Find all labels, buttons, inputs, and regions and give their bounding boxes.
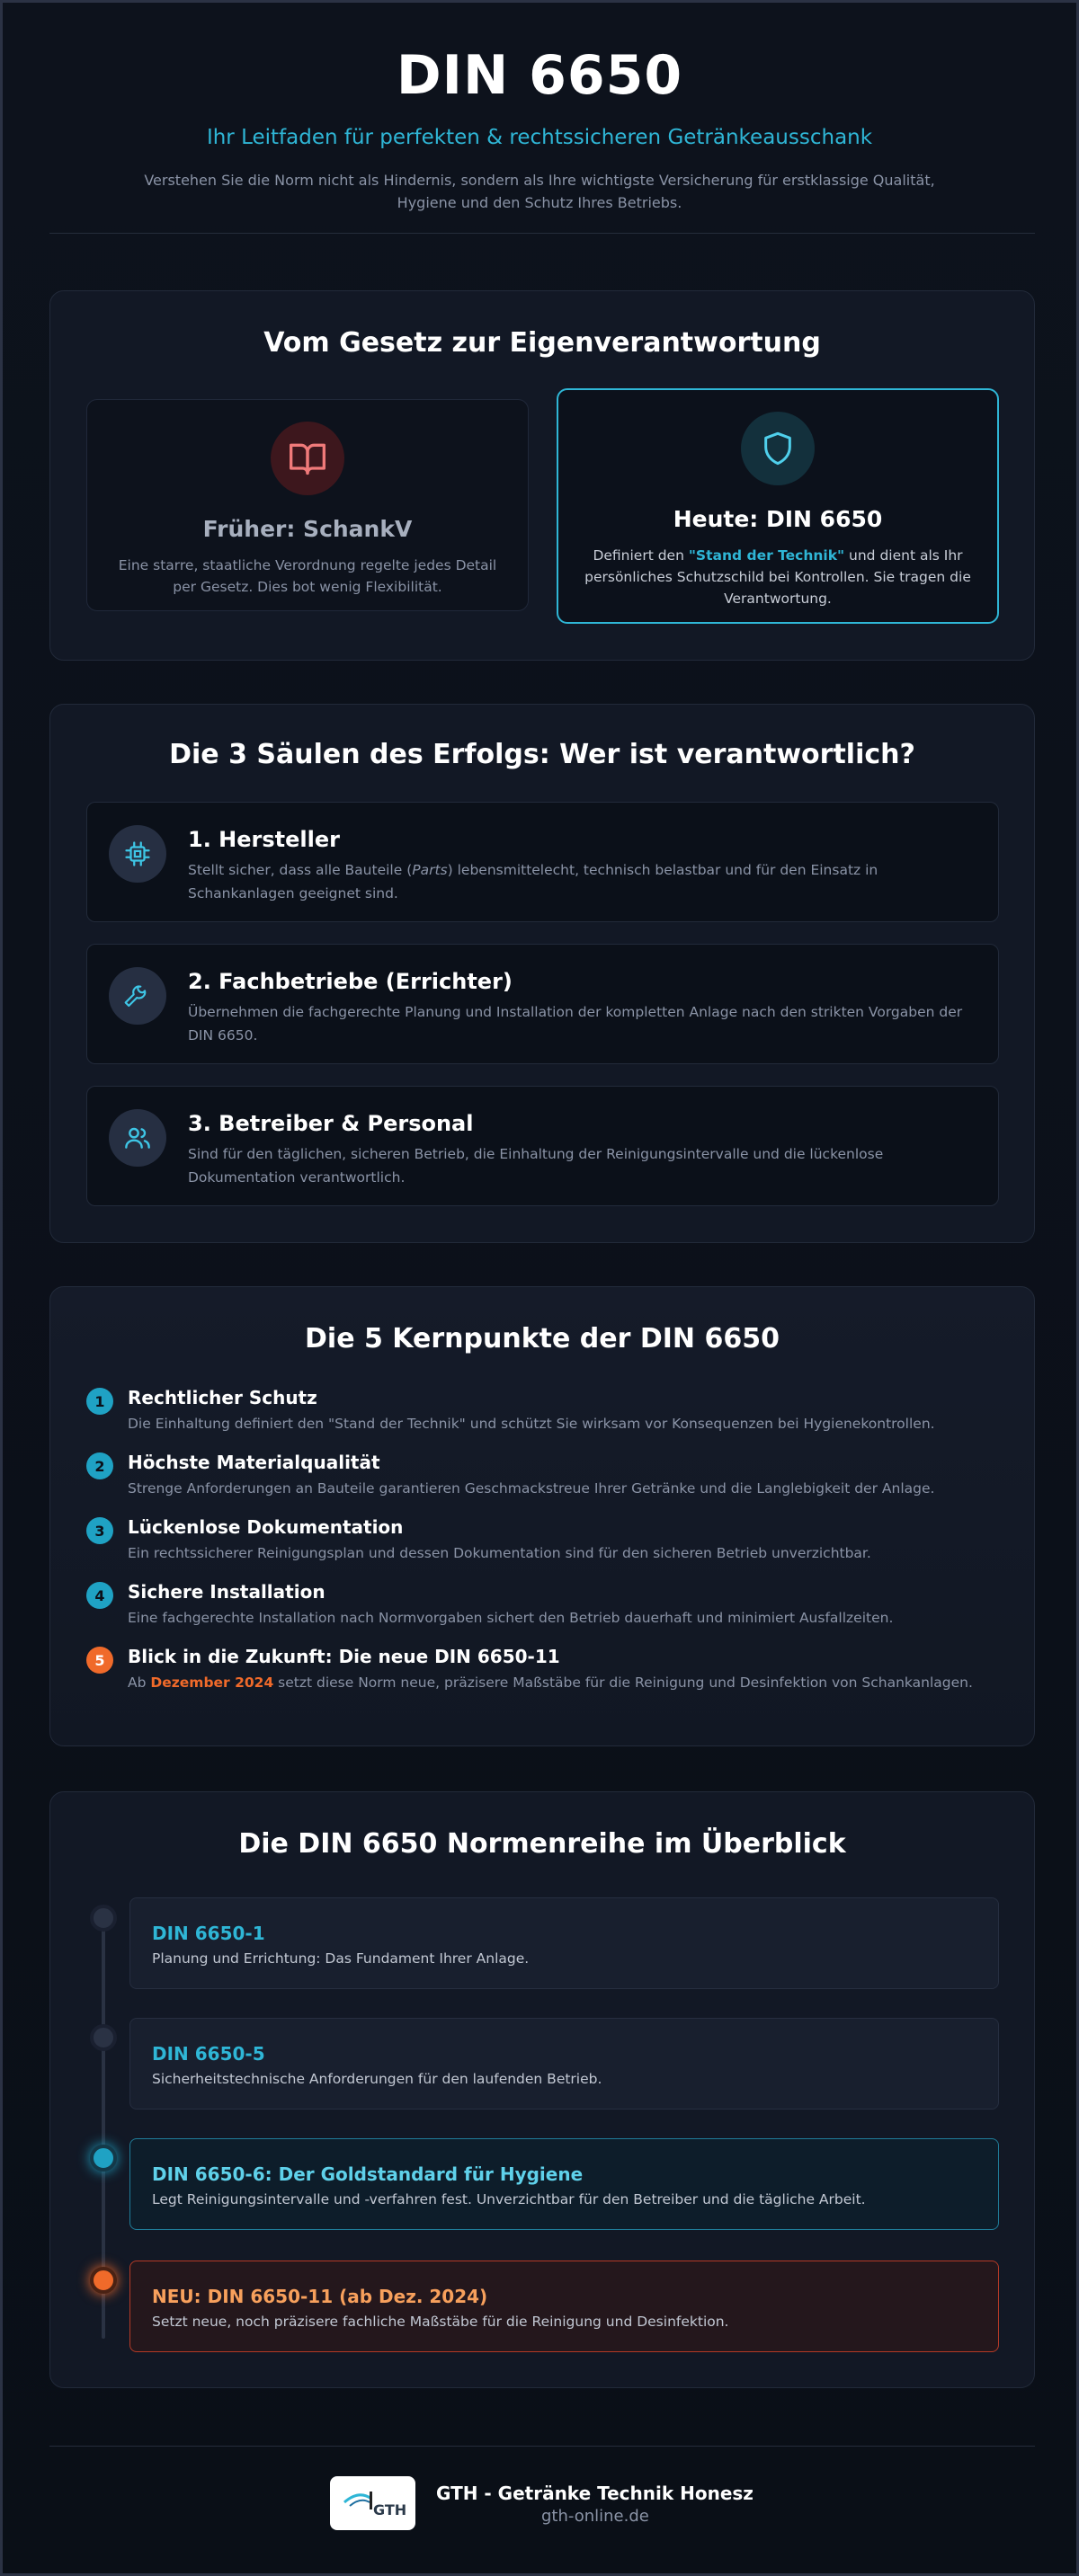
keypoint-title: Höchste Materialqualität [128, 1452, 380, 1473]
page-subtitle: Ihr Leitfaden für perfekten & rechtssicheren Getränkeausschank [206, 126, 873, 149]
timeline-dot [90, 2024, 117, 2051]
keypoint-text: Eine fachgerechte Installation nach Normvorgaben sichert den Betrieb dauerhaft und minimiert Ausfallzeiten. [128, 1610, 894, 1626]
old-regulation-title: Früher: SchankV [202, 516, 413, 542]
law-section [49, 290, 1035, 661]
norm-item-6650-5 [129, 2018, 999, 2110]
page-title: DIN 6650 [396, 44, 683, 107]
pillar-operator [86, 1086, 999, 1206]
keypoint-text: Ab Dezember 2024 setzt diese Norm neue, präzisere Maßstäbe für die Reinigung und Desinfektion von Schankanlagen. [128, 1674, 973, 1691]
norm-item-text: Sicherheitstechnische Anforderungen für den laufenden Betrieb. [152, 2071, 602, 2087]
date-highlight: Dezember 2024 [150, 1674, 274, 1691]
timeline-dot [90, 1905, 117, 1932]
keypoint-title: Rechtlicher Schutz [128, 1387, 317, 1408]
timeline-dot-new [90, 2267, 117, 2294]
shield-icon [741, 412, 815, 485]
wrench-icon [109, 967, 166, 1025]
keypoint-text: Die Einhaltung definiert den "Stand der Technik" und schützt Sie wirksam vor Konsequenzen bei Hygienekontrollen. [128, 1416, 935, 1432]
norm-item-text: Legt Reinigungsintervalle und -verfahren fest. Unverzichtbar für den Betreiber und die tägliche Arbeit. [152, 2191, 866, 2207]
logo-text: GTH [372, 2501, 406, 2518]
new-standard-title: Heute: DIN 6650 [673, 506, 883, 532]
old-regulation-text: Eine starre, staatliche Verordnung regelte jedes Detail per Gesetz. Dies bot wenig Flexibilität. [118, 557, 497, 595]
pillars-section-title: Die 3 Säulen des Erfolgs: Wer ist verantwortlich? [169, 739, 915, 770]
stand-der-technik-highlight: "Stand der Technik" [688, 547, 845, 564]
pillar-operator-title: 3. Betreiber & Personal [188, 1111, 474, 1136]
norm-item-6650-6 [129, 2138, 999, 2230]
page-lead: Verstehen Sie die Norm nicht als Hindernis, sondern als Ihre wichtigste Versicherung für erstklassige Qualität, Hygiene und den Schutz Ihres Betriebs. [144, 172, 935, 211]
pillar-installer [86, 944, 999, 1064]
norm-item-title: NEU: DIN 6650-11 (ab Dez. 2024) [152, 2286, 488, 2307]
norm-series-title: Die DIN 6650 Normenreihe im Überblick [238, 1828, 846, 1860]
norm-item-text: Planung und Errichtung: Das Fundament Ihrer Anlage. [152, 1950, 530, 1967]
users-icon [109, 1109, 166, 1167]
keypoint-number: 5 [86, 1647, 113, 1674]
keypoint-text: Strenge Anforderungen an Bauteile garantieren Geschmackstreue Ihrer Getränke und die Langlebigkeit der Anlage. [128, 1480, 935, 1497]
chip-icon [109, 825, 166, 883]
keypoints-section [49, 1286, 1035, 1746]
pillars-section [49, 704, 1035, 1243]
norm-item-title: DIN 6650-1 [152, 1923, 265, 1944]
pillar-installer-text: Übernehmen die fachgerechte Planung und Installation der kompletten Anlage nach den strikten Vorgaben der DIN 6650. [188, 1004, 963, 1044]
keypoint-number: 1 [86, 1388, 113, 1415]
footer-divider [49, 2446, 1035, 2447]
norm-item-text: Setzt neue, noch präzisere fachliche Maßstäbe für die Reinigung und Desinfektion. [152, 2314, 729, 2330]
pillar-manufacturer [86, 802, 999, 922]
timeline-dot-active [90, 2145, 117, 2172]
footer-company: GTH - Getränke Technik Honesz [436, 2483, 754, 2504]
keypoint-title: Sichere Installation [128, 1581, 325, 1603]
norm-series-section [49, 1791, 1035, 2388]
footer-url-link[interactable]: gth-online.de [541, 2507, 649, 2526]
pillar-manufacturer-text: Stellt sicher, dass alle Bauteile (Parts) lebensmittelecht, technisch belastbar und für den Einsatz in Schankanlagen geeignet sind. [188, 862, 878, 902]
keypoint-number: 4 [86, 1582, 113, 1609]
keypoint-number: 3 [86, 1517, 113, 1544]
norm-item-6650-1 [129, 1897, 999, 1989]
pillar-manufacturer-title: 1. Hersteller [188, 827, 340, 852]
norm-item-6650-11 [129, 2261, 999, 2352]
book-icon [271, 422, 344, 495]
header-divider [49, 233, 1035, 234]
norm-item-title: DIN 6650-5 [152, 2043, 265, 2065]
keypoint-number: 2 [86, 1452, 113, 1479]
old-regulation-card [86, 399, 529, 611]
pillar-operator-text: Sind für den täglichen, sicheren Betrieb, die Einhaltung der Reinigungsintervalle und die lückenlose Dokumentation verantwortlich. [188, 1146, 884, 1186]
company-logo [330, 2476, 415, 2530]
norm-item-title: DIN 6650-6: Der Goldstandard für Hygiene [152, 2163, 584, 2185]
new-standard-text: Definiert den "Stand der Technik" und dient als Ihr persönliches Schutzschild bei Kontrollen. Sie tragen die Verantwortung. [584, 547, 971, 607]
pillar-installer-title: 2. Fachbetriebe (Errichter) [188, 969, 513, 994]
new-standard-card [557, 388, 999, 624]
keypoint-title: Lückenlose Dokumentation [128, 1516, 404, 1538]
keypoint-title: Blick in die Zukunft: Die neue DIN 6650-11 [128, 1646, 560, 1667]
page-header [3, 3, 1076, 214]
keypoint-text: Ein rechtssicherer Reinigungsplan und dessen Dokumentation sind für den sicheren Betrieb unverzichtbar. [128, 1545, 871, 1561]
law-section-title: Vom Gesetz zur Eigenverantwortung [263, 327, 821, 359]
keypoints-section-title: Die 5 Kernpunkte der DIN 6650 [305, 1323, 780, 1355]
